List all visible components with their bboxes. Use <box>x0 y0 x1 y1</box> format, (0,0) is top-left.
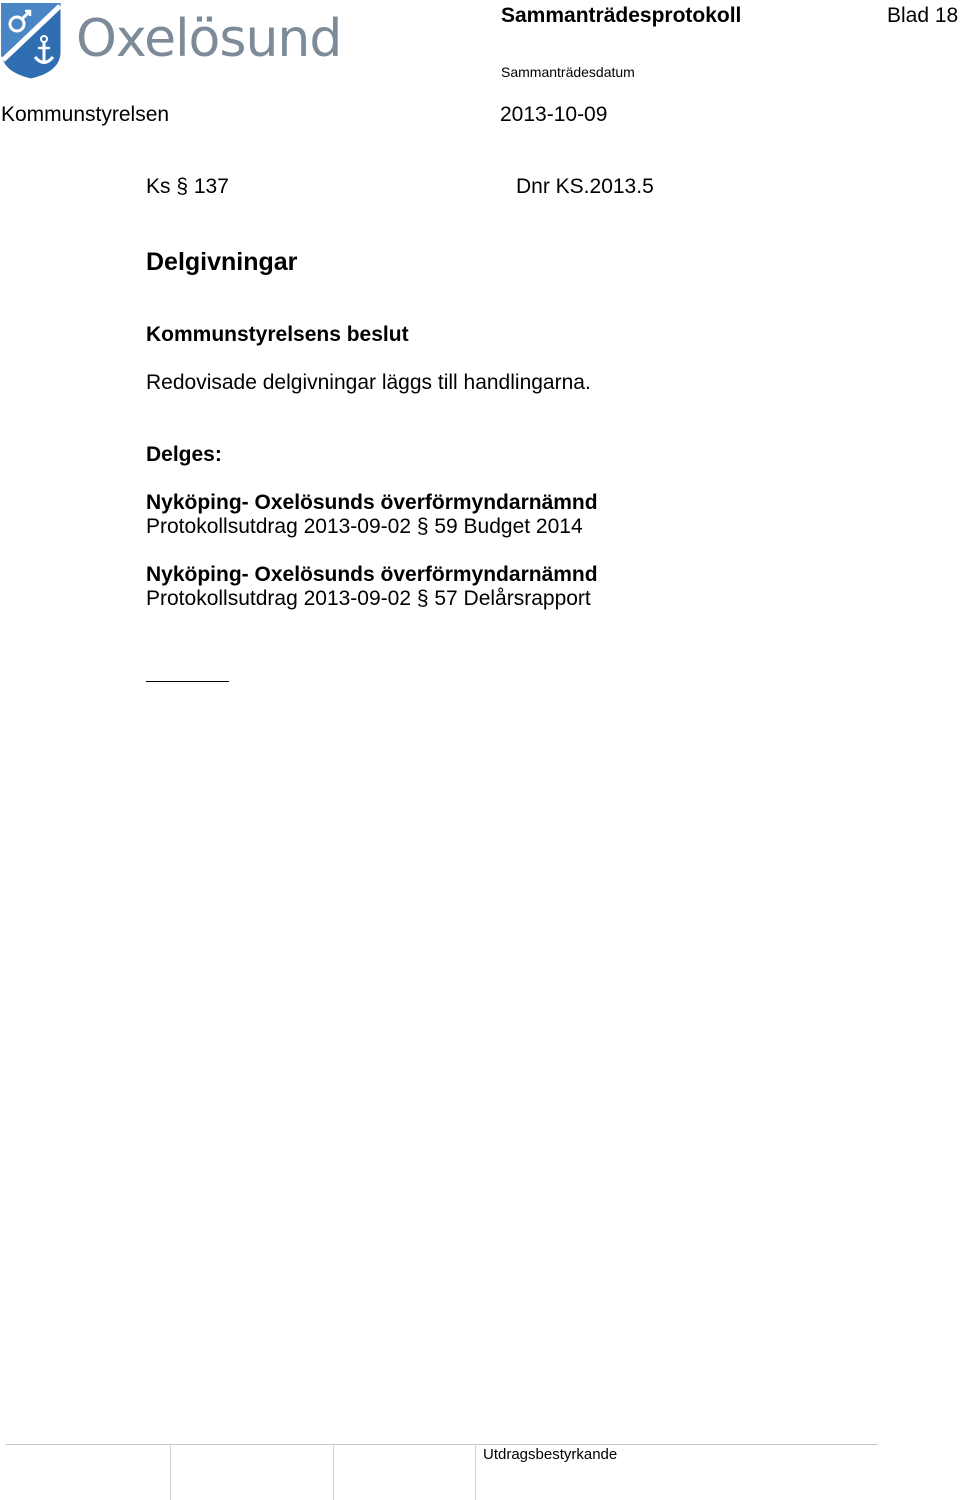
page-number: Blad 18 <box>887 4 959 27</box>
meeting-date: 2013-10-09 <box>500 103 608 126</box>
list-item-title: Nyköping- Oxelösunds överförmyndarnämnd <box>146 563 598 586</box>
footer-divider <box>6 1444 878 1445</box>
extract-certification-label: Utdragsbestyrkande <box>483 1446 618 1463</box>
signature-box-divider <box>333 1445 334 1500</box>
distribution-label: Delges: <box>146 443 222 466</box>
coat-of-arms-icon <box>0 2 62 80</box>
document-title: Sammanträdesprotokoll <box>501 4 742 27</box>
meeting-date-label: Sammanträdesdatum <box>501 64 635 80</box>
list-item-description: Protokollsutdrag 2013-09-02 § 57 Delårsrapport <box>146 587 591 610</box>
decision-heading: Kommunstyrelsens beslut <box>146 323 409 346</box>
municipality-logo-wordmark: Oxelösund <box>76 9 342 69</box>
signature-box-divider <box>475 1445 476 1500</box>
decision-text: Redovisade delgivningar läggs till handlingarna. <box>146 371 591 394</box>
organization-name: Kommunstyrelsen <box>1 103 170 126</box>
end-of-section-divider <box>146 681 229 682</box>
list-item <box>146 491 598 539</box>
registration-number: Dnr KS.2013.5 <box>516 175 654 198</box>
case-paragraph-number: Ks § 137 <box>146 175 229 198</box>
list-item-description: Protokollsutdrag 2013-09-02 § 59 Budget 2014 <box>146 515 583 538</box>
list-item <box>146 563 598 611</box>
signature-box-divider <box>170 1445 171 1500</box>
case-title: Delgivningar <box>146 248 298 276</box>
list-item-title: Nyköping- Oxelösunds överförmyndarnämnd <box>146 491 598 514</box>
